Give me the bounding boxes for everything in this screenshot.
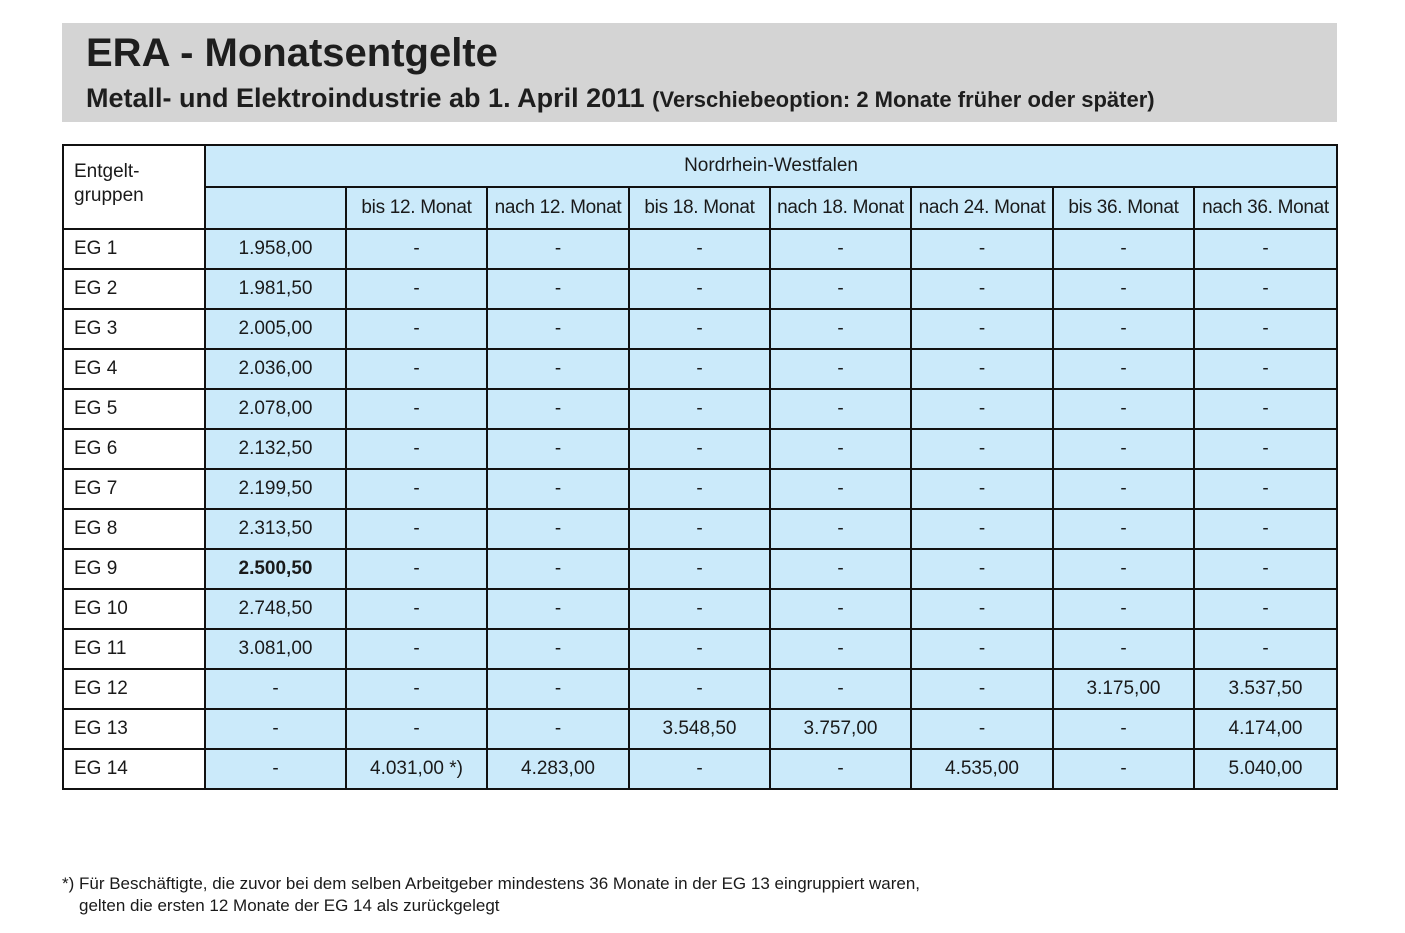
value-cell: - — [1194, 469, 1337, 509]
value-cell: - — [1194, 429, 1337, 469]
value-cell: - — [487, 429, 629, 469]
value-cell: 2.500,50 — [205, 549, 346, 589]
value-cell: - — [1053, 309, 1194, 349]
value-cell: - — [629, 749, 770, 789]
value-cell: - — [1053, 429, 1194, 469]
value-cell: - — [1053, 389, 1194, 429]
value-cell: - — [487, 669, 629, 709]
value-cell: - — [629, 429, 770, 469]
value-cell: - — [1194, 229, 1337, 269]
value-cell: - — [346, 669, 487, 709]
value-cell: - — [629, 629, 770, 669]
value-cell: - — [770, 509, 911, 549]
value-cell: - — [1053, 589, 1194, 629]
value-cell: - — [629, 349, 770, 389]
table-row — [63, 549, 1337, 589]
table-header-row-periods — [63, 187, 1337, 229]
value-cell: 4.174,00 — [1194, 709, 1337, 749]
value-cell: - — [629, 309, 770, 349]
value-cell: 1.981,50 — [205, 269, 346, 309]
value-cell: 4.031,00 *) — [346, 749, 487, 789]
value-cell: - — [346, 269, 487, 309]
table-row — [63, 509, 1337, 549]
value-cell: - — [487, 629, 629, 669]
value-cell: - — [770, 629, 911, 669]
period-header: nach 12. Monat — [487, 187, 629, 229]
table-row — [63, 389, 1337, 429]
value-cell: - — [346, 349, 487, 389]
value-cell: - — [346, 309, 487, 349]
value-cell: 5.040,00 — [1194, 749, 1337, 789]
value-cell: - — [1053, 469, 1194, 509]
group-cell: EG 13 — [63, 709, 205, 749]
page-title: ERA - Monatsentgelte — [86, 31, 498, 75]
group-cell: EG 11 — [63, 629, 205, 669]
value-cell: - — [487, 589, 629, 629]
value-cell: 2.199,50 — [205, 469, 346, 509]
group-cell: EG 4 — [63, 349, 205, 389]
group-cell: EG 8 — [63, 509, 205, 549]
value-cell: - — [1053, 269, 1194, 309]
value-cell: - — [205, 709, 346, 749]
value-cell: - — [487, 549, 629, 589]
table-row — [63, 629, 1337, 669]
value-cell: - — [487, 349, 629, 389]
value-cell: - — [1194, 389, 1337, 429]
value-cell: - — [205, 669, 346, 709]
value-cell: - — [911, 229, 1053, 269]
group-cell: EG 9 — [63, 549, 205, 589]
value-cell: - — [1194, 549, 1337, 589]
value-cell: - — [487, 309, 629, 349]
value-cell: - — [1194, 589, 1337, 629]
period-header: nach 36. Monat — [1194, 187, 1337, 229]
value-cell: - — [911, 629, 1053, 669]
value-cell: - — [346, 709, 487, 749]
value-cell: - — [629, 669, 770, 709]
value-cell: - — [346, 469, 487, 509]
value-cell: - — [770, 589, 911, 629]
table-row — [63, 349, 1337, 389]
footnote-line1: *) Für Beschäftigte, die zuvor bei dem selben Arbeitgeber mindestens 36 Monate in der EG 13 eingruppiert waren, — [62, 874, 921, 893]
table-body — [63, 229, 1337, 789]
group-cell: EG 10 — [63, 589, 205, 629]
value-cell: - — [911, 509, 1053, 549]
value-cell: - — [487, 469, 629, 509]
value-cell: - — [1194, 269, 1337, 309]
period-header — [205, 187, 346, 229]
table-row — [63, 589, 1337, 629]
value-cell: - — [1053, 629, 1194, 669]
table-row — [63, 709, 1337, 749]
value-cell: - — [1053, 229, 1194, 269]
value-cell: - — [629, 469, 770, 509]
group-cell: EG 14 — [63, 749, 205, 789]
value-cell: 3.548,50 — [629, 709, 770, 749]
subtitle-note: (Verschiebeoption: 2 Monate früher oder später) — [652, 87, 1155, 112]
value-cell: 2.748,50 — [205, 589, 346, 629]
value-cell: - — [770, 309, 911, 349]
value-cell: - — [770, 429, 911, 469]
value-cell: - — [629, 589, 770, 629]
value-cell: - — [770, 669, 911, 709]
value-cell: - — [1053, 709, 1194, 749]
value-cell: - — [346, 229, 487, 269]
table-row — [63, 469, 1337, 509]
value-cell: - — [1194, 629, 1337, 669]
period-header: nach 24. Monat — [911, 187, 1053, 229]
value-cell: - — [770, 469, 911, 509]
value-cell: - — [911, 469, 1053, 509]
document-header — [62, 23, 1337, 122]
table-row — [63, 429, 1337, 469]
value-cell: 2.036,00 — [205, 349, 346, 389]
period-header: bis 18. Monat — [629, 187, 770, 229]
value-cell: - — [770, 269, 911, 309]
value-cell: 2.313,50 — [205, 509, 346, 549]
page-subtitle — [86, 83, 1155, 114]
value-cell: - — [346, 389, 487, 429]
value-cell: 4.283,00 — [487, 749, 629, 789]
group-cell: EG 12 — [63, 669, 205, 709]
value-cell: - — [911, 349, 1053, 389]
table-row — [63, 749, 1337, 789]
value-cell: - — [1053, 509, 1194, 549]
value-cell: - — [911, 309, 1053, 349]
value-cell: - — [911, 669, 1053, 709]
value-cell: - — [205, 749, 346, 789]
value-cell: - — [911, 709, 1053, 749]
group-cell: EG 3 — [63, 309, 205, 349]
value-cell: - — [629, 509, 770, 549]
period-header: bis 12. Monat — [346, 187, 487, 229]
region-header: Nordrhein-Westfalen — [205, 145, 1337, 187]
value-cell: - — [911, 389, 1053, 429]
value-cell: - — [346, 589, 487, 629]
value-cell: - — [770, 549, 911, 589]
value-cell: - — [487, 509, 629, 549]
value-cell: - — [911, 429, 1053, 469]
value-cell: - — [770, 749, 911, 789]
value-cell: 3.757,00 — [770, 709, 911, 749]
value-cell: - — [487, 229, 629, 269]
value-cell: - — [487, 389, 629, 429]
value-cell: - — [629, 389, 770, 429]
value-cell: - — [1053, 549, 1194, 589]
table-row — [63, 669, 1337, 709]
table-row — [63, 269, 1337, 309]
value-cell: - — [346, 549, 487, 589]
value-cell: - — [911, 549, 1053, 589]
value-cell: - — [629, 229, 770, 269]
value-cell: - — [1194, 349, 1337, 389]
value-cell: - — [1053, 749, 1194, 789]
value-cell: - — [629, 269, 770, 309]
value-cell: 2.005,00 — [205, 309, 346, 349]
value-cell: - — [487, 269, 629, 309]
value-cell: - — [629, 549, 770, 589]
value-cell: 2.132,50 — [205, 429, 346, 469]
table-row — [63, 309, 1337, 349]
value-cell: - — [911, 589, 1053, 629]
value-cell: - — [1053, 349, 1194, 389]
salary-table — [62, 144, 1338, 790]
group-cell: EG 7 — [63, 469, 205, 509]
period-header: bis 36. Monat — [1053, 187, 1194, 229]
value-cell: - — [770, 229, 911, 269]
group-column-header — [63, 145, 205, 229]
table-row — [63, 229, 1337, 269]
group-header-line1: Entgelt- — [74, 161, 140, 182]
value-cell: - — [346, 629, 487, 669]
value-cell: - — [1194, 509, 1337, 549]
value-cell: - — [487, 709, 629, 749]
value-cell: - — [770, 389, 911, 429]
value-cell: - — [911, 269, 1053, 309]
value-cell: - — [346, 509, 487, 549]
footnote — [62, 873, 920, 917]
group-cell: EG 2 — [63, 269, 205, 309]
group-cell: EG 1 — [63, 229, 205, 269]
period-header: nach 18. Monat — [770, 187, 911, 229]
value-cell: 1.958,00 — [205, 229, 346, 269]
value-cell: - — [770, 349, 911, 389]
value-cell: - — [1194, 309, 1337, 349]
value-cell: 3.081,00 — [205, 629, 346, 669]
value-cell: 4.535,00 — [911, 749, 1053, 789]
group-cell: EG 5 — [63, 389, 205, 429]
footnote-line2: gelten die ersten 12 Monate der EG 14 als zurückgelegt — [79, 896, 500, 915]
value-cell: 3.175,00 — [1053, 669, 1194, 709]
subtitle-main: Metall- und Elektroindustrie ab 1. April 2011 — [86, 83, 645, 113]
value-cell: 3.537,50 — [1194, 669, 1337, 709]
value-cell: - — [346, 429, 487, 469]
group-header-line2: gruppen — [74, 185, 144, 206]
value-cell: 2.078,00 — [205, 389, 346, 429]
group-cell: EG 6 — [63, 429, 205, 469]
table-header-row-region — [63, 145, 1337, 187]
